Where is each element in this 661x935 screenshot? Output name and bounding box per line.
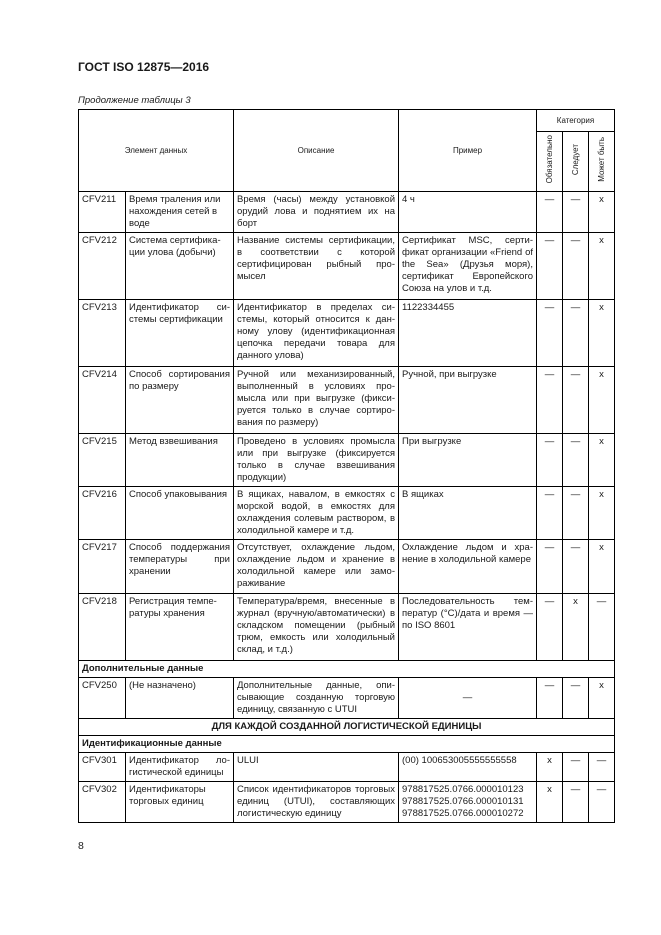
header-cat-should bbox=[563, 132, 589, 192]
row-description: Отсутствует, охлаждение льдом, охлаждение льдом и хранение в холодильной камере или замораживание bbox=[234, 540, 399, 594]
row-code: CFV216 bbox=[79, 487, 126, 540]
section-row bbox=[79, 661, 615, 678]
row-cat-may: x bbox=[589, 487, 615, 540]
row-description: Дополнительные данные, описывающие созданную торговую единицу, связанную с UTUI bbox=[234, 678, 399, 719]
row-cat-required: — bbox=[537, 367, 563, 434]
row-description: Список идентификаторов торговых единиц (UTUI), составляющих логистическую единицу bbox=[234, 782, 399, 823]
row-example: 1122334455 bbox=[399, 300, 537, 367]
header-cat-may-label: Может быть bbox=[596, 137, 606, 182]
row-name: Способ сортирования по размеру bbox=[126, 367, 234, 434]
row-cat-should: — bbox=[563, 540, 589, 594]
row-name: (Не назначено) bbox=[126, 678, 234, 719]
table-row bbox=[79, 367, 615, 434]
row-cat-may: — bbox=[589, 782, 615, 823]
row-cat-required: — bbox=[537, 487, 563, 540]
header-cat-required bbox=[537, 132, 563, 192]
section-additional: Дополнительные данные bbox=[79, 661, 615, 678]
row-example: 4 ч bbox=[399, 192, 537, 233]
row-cat-required: — bbox=[537, 678, 563, 719]
table-row bbox=[79, 233, 615, 300]
row-code: CFV217 bbox=[79, 540, 126, 594]
table-header-row bbox=[79, 110, 615, 132]
row-cat-may: — bbox=[589, 753, 615, 782]
row-cat-should: — bbox=[563, 233, 589, 300]
header-category: Категория bbox=[537, 110, 615, 132]
data-table bbox=[78, 109, 615, 823]
row-example: — bbox=[399, 678, 537, 719]
row-name: Способ поддержания температуры при хранении bbox=[126, 540, 234, 594]
table-row bbox=[79, 678, 615, 719]
row-description: В ящиках, навалом, в емкостях с морской водой, в емкостях для охлаждения солевым раствором, в холодильной камере и т.д. bbox=[234, 487, 399, 540]
row-cat-may: x bbox=[589, 367, 615, 434]
document-title: ГОСТ ISO 12875—2016 bbox=[78, 60, 210, 74]
header-cat-may bbox=[589, 132, 615, 192]
row-cat-required: — bbox=[537, 594, 563, 661]
row-example: 978817525.0766.000010123 978817525.0766.000010131 978817525.0766.000010272 bbox=[399, 782, 537, 823]
row-example: (00) 100653005555555558 bbox=[399, 753, 537, 782]
row-description: Идентификатор в пределах системы, который относится к данному улову (идентификационная цепочка передачи товара для данного улова) bbox=[234, 300, 399, 367]
row-cat-required: — bbox=[537, 434, 563, 487]
row-name: Идентификаторы торговых единиц bbox=[126, 782, 234, 823]
row-cat-may: x bbox=[589, 192, 615, 233]
header-example: Пример bbox=[399, 110, 537, 192]
row-cat-should: — bbox=[563, 753, 589, 782]
row-code: CFV301 bbox=[79, 753, 126, 782]
row-cat-required: — bbox=[537, 300, 563, 367]
row-code: CFV211 bbox=[79, 192, 126, 233]
row-example: Последовательность температур (°С)/дата и время — по ISO 8601 bbox=[399, 594, 537, 661]
row-example: При выгрузке bbox=[399, 434, 537, 487]
row-name: Регистрация температуры хранения bbox=[126, 594, 234, 661]
row-cat-may: x bbox=[589, 434, 615, 487]
row-cat-required: — bbox=[537, 192, 563, 233]
row-name: Метод взвешивания bbox=[126, 434, 234, 487]
page-number: 8 bbox=[78, 840, 84, 852]
row-code: CFV214 bbox=[79, 367, 126, 434]
row-name: Способ упаковывания bbox=[126, 487, 234, 540]
row-description: ULUI bbox=[234, 753, 399, 782]
row-code: CFV213 bbox=[79, 300, 126, 367]
table-row bbox=[79, 300, 615, 367]
row-cat-should: — bbox=[563, 434, 589, 487]
table-row bbox=[79, 753, 615, 782]
row-cat-should: — bbox=[563, 782, 589, 823]
row-cat-required: x bbox=[537, 753, 563, 782]
row-cat-required: x bbox=[537, 782, 563, 823]
table-caption: Продолжение таблицы 3 bbox=[78, 95, 191, 106]
table-row bbox=[79, 192, 615, 233]
row-name: Время траления или нахождения сетей в воде bbox=[126, 192, 234, 233]
row-description: Ручной или механизированный, выполненный в условиях промысла или при выгрузке (фиксируется только в случае сортирования по размеру) bbox=[234, 367, 399, 434]
section-row bbox=[79, 736, 615, 753]
row-cat-may: x bbox=[589, 300, 615, 367]
section-logistic: ДЛЯ КАЖДОЙ СОЗДАННОЙ ЛОГИСТИЧЕСКОЙ ЕДИНИЦЫ bbox=[79, 719, 615, 736]
row-cat-may: x bbox=[589, 233, 615, 300]
row-description: Проведено в условиях промысла или при выгрузке (фиксируется только в случае взвешивания продукции) bbox=[234, 434, 399, 487]
row-cat-should: x bbox=[563, 594, 589, 661]
row-name: Идентификатор системы сертификации bbox=[126, 300, 234, 367]
table-row bbox=[79, 487, 615, 540]
row-cat-may: — bbox=[589, 594, 615, 661]
row-example: В ящиках bbox=[399, 487, 537, 540]
row-example: Ручной, при выгрузке bbox=[399, 367, 537, 434]
row-description: Название системы сертификации, в соответствии с которой сертифицирован рыбный промысел bbox=[234, 233, 399, 300]
table-row bbox=[79, 434, 615, 487]
row-description: Температура/время, внесенные в журнал (вручную/автоматически) в складском помещении (рыбный трюм, емкость или холодильный склад, и т.д.) bbox=[234, 594, 399, 661]
row-cat-required: — bbox=[537, 233, 563, 300]
header-description: Описание bbox=[234, 110, 399, 192]
row-cat-may: x bbox=[589, 678, 615, 719]
row-cat-should: — bbox=[563, 192, 589, 233]
table-row bbox=[79, 540, 615, 594]
row-code: CFV215 bbox=[79, 434, 126, 487]
row-code: CFV212 bbox=[79, 233, 126, 300]
row-code: CFV302 bbox=[79, 782, 126, 823]
row-name: Система сертификации улова (добычи) bbox=[126, 233, 234, 300]
section-row bbox=[79, 719, 615, 736]
header-cat-should-label: Следует bbox=[570, 143, 580, 176]
header-element: Элемент данных bbox=[79, 110, 234, 192]
table-row bbox=[79, 594, 615, 661]
row-code: CFV218 bbox=[79, 594, 126, 661]
table-row bbox=[79, 782, 615, 823]
row-cat-required: — bbox=[537, 540, 563, 594]
row-code: CFV250 bbox=[79, 678, 126, 719]
section-ident: Идентификационные данные bbox=[79, 736, 615, 753]
row-cat-should: — bbox=[563, 487, 589, 540]
header-cat-required-label: Обязательно bbox=[544, 135, 554, 184]
row-name: Идентификатор логистической единицы bbox=[126, 753, 234, 782]
row-cat-should: — bbox=[563, 300, 589, 367]
row-example: Охлаждение льдом и хранение в холодильной камере bbox=[399, 540, 537, 594]
row-example: Сертификат MSC, сертификат организации «Friend of the Sea» (Друзья моря), сертификат Европейского Союза на улов и т.д. bbox=[399, 233, 537, 300]
row-cat-should: — bbox=[563, 678, 589, 719]
row-cat-may: x bbox=[589, 540, 615, 594]
row-cat-should: — bbox=[563, 367, 589, 434]
row-description: Время (часы) между установкой орудий лова и поднятием их на борт bbox=[234, 192, 399, 233]
